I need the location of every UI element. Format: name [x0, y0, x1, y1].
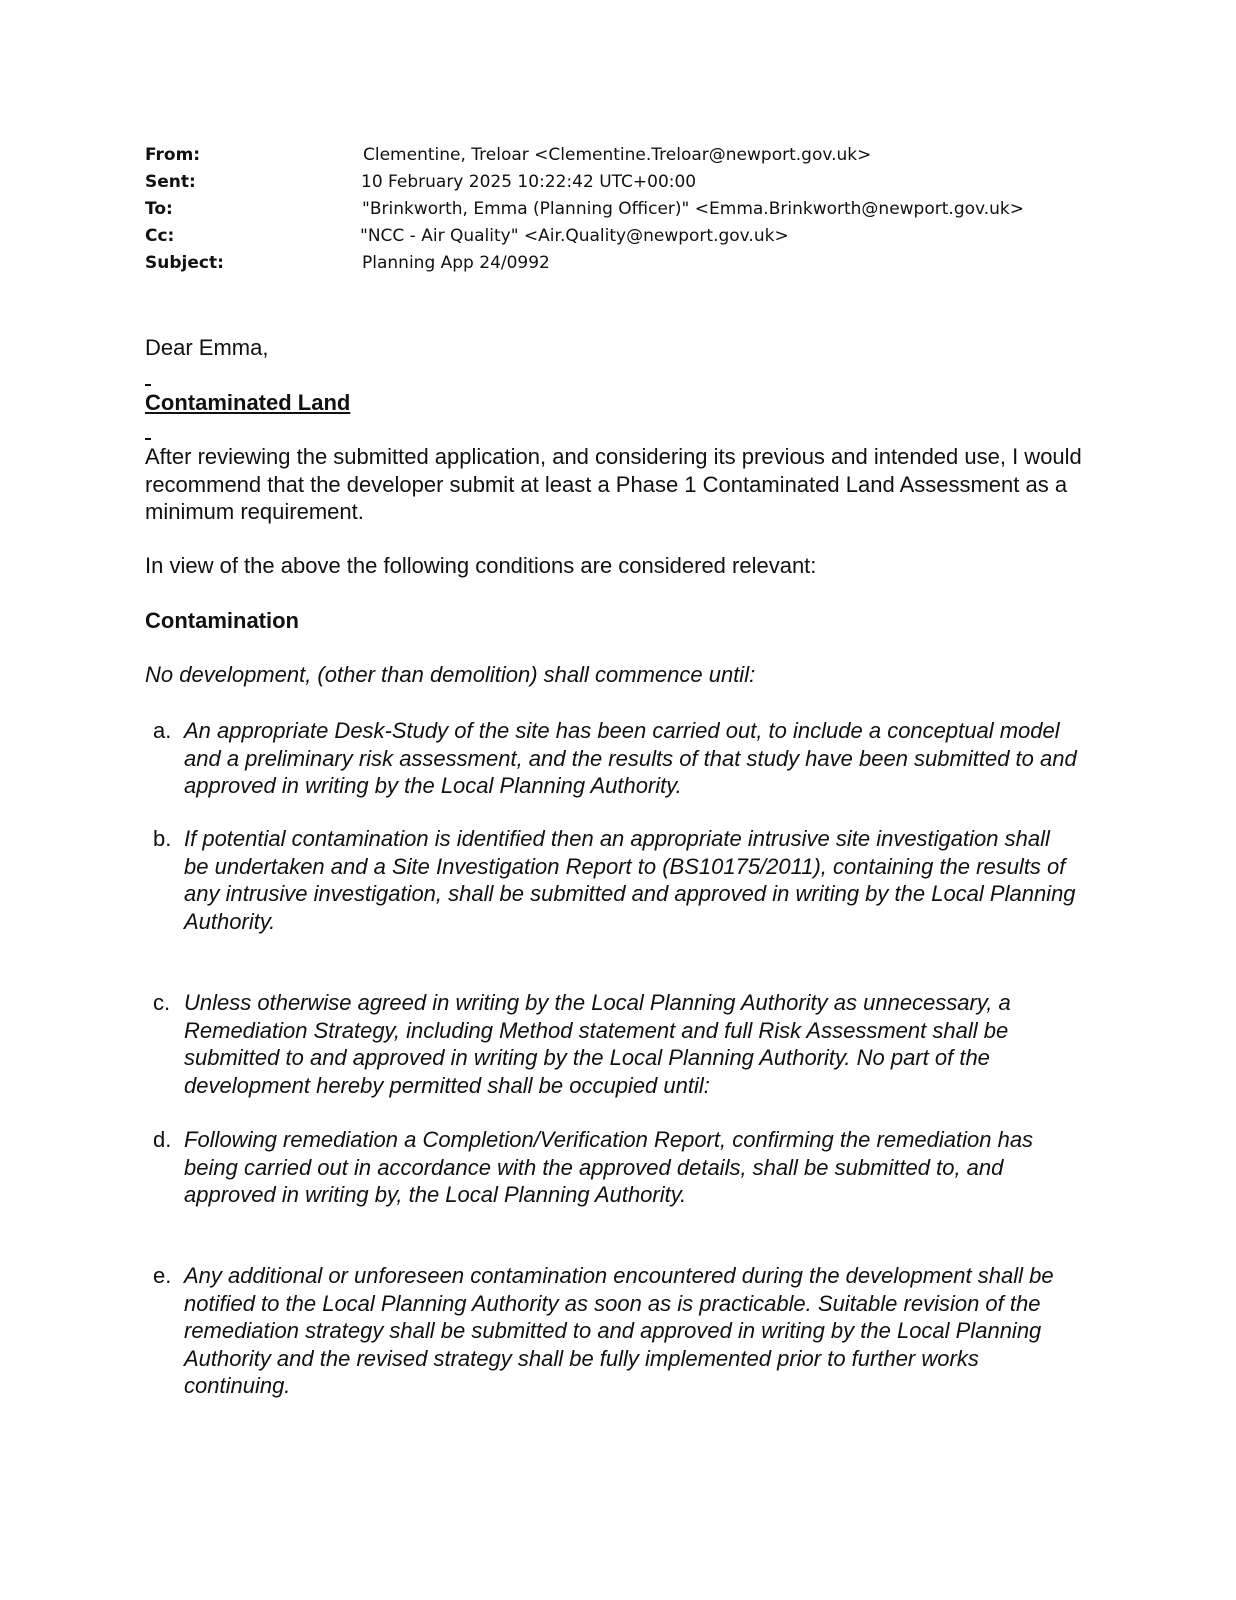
section-heading: Contaminated Land: [145, 390, 351, 415]
condition-marker: a.: [153, 718, 172, 743]
subject-row: [145, 253, 1145, 280]
condition-marker: e.: [153, 1263, 172, 1288]
to-row: [145, 199, 1145, 226]
intro-paragraph: After reviewing the submitted application, and considering its previous and intended use, I would recommend that the developer submit at least a Phase 1 Contaminated Land Assessment as a minimum requirement.: [145, 444, 1082, 524]
email-header: [145, 145, 1145, 280]
from-row: [145, 145, 1145, 172]
condition-text: If potential contamination is identified then an appropriate intrusive site investigation shall be undertaken and a Site Investigation Report to (BS10175/2011), containing the results of any intrusive investigation, shall be submitted and approved in writing by the Local Planning Authority.: [184, 826, 1076, 934]
sub-heading: Contamination: [145, 608, 299, 633]
to-label: To:: [145, 199, 173, 219]
cc-value: "NCC - Air Quality" <Air.Quality@newport.gov.uk>: [360, 226, 789, 246]
from-label: From:: [145, 145, 201, 165]
from-value: Clementine, Treloar <Clementine.Treloar@newport.gov.uk>: [363, 145, 872, 165]
condition-marker: d.: [153, 1127, 172, 1152]
greeting: Dear Emma,: [145, 335, 269, 360]
stray-mark: [145, 438, 151, 440]
sent-row: [145, 172, 1145, 199]
sent-value: 10 February 2025 10:22:42 UTC+00:00: [361, 172, 697, 192]
to-value: "Brinkworth, Emma (Planning Officer)" <Emma.Brinkworth@newport.gov.uk>: [362, 199, 1025, 219]
subject-label: Subject:: [145, 253, 224, 273]
condition-text: An appropriate Desk-Study of the site has been carried out, to include a conceptual model and a preliminary risk assessment, and the results of that study have been submitted to and approved in writing by the Local Planning Authority.: [184, 718, 1077, 798]
cc-label: Cc:: [145, 226, 175, 246]
conditions-intro: In view of the above the following conditions are considered relevant:: [145, 553, 817, 578]
subject-value: Planning App 24/0992: [362, 253, 550, 273]
condition-text: Any additional or unforeseen contamination encountered during the development shall be notified to the Local Planning Authority as soon as is practicable. Suitable revision of the remediation strategy shall be submitted to and approved in writing by the Local Planning Authority and the revised strategy shall be fully implemented prior to further works continuing.: [184, 1263, 1054, 1398]
stray-mark: [145, 384, 151, 386]
cc-row: [145, 226, 1145, 253]
condition-marker: b.: [153, 826, 172, 851]
condition-text: Following remediation a Completion/Verification Report, confirming the remediation has being carried out in accordance with the approved details, shall be submitted to, and approved in writing by, the Local Planning Authority.: [184, 1127, 1034, 1207]
sent-label: Sent:: [145, 172, 196, 192]
commence-line: No development, (other than demolition) shall commence until:: [145, 662, 756, 687]
condition-marker: c.: [153, 990, 171, 1015]
condition-text: Unless otherwise agreed in writing by the Local Planning Authority as unnecessary, a Remediation Strategy, including Method statement and full Risk Assessment shall be submitted to and approved in writing by the Local Planning Authority. No part of the development hereby permitted shall be occupied until:: [184, 990, 1011, 1098]
